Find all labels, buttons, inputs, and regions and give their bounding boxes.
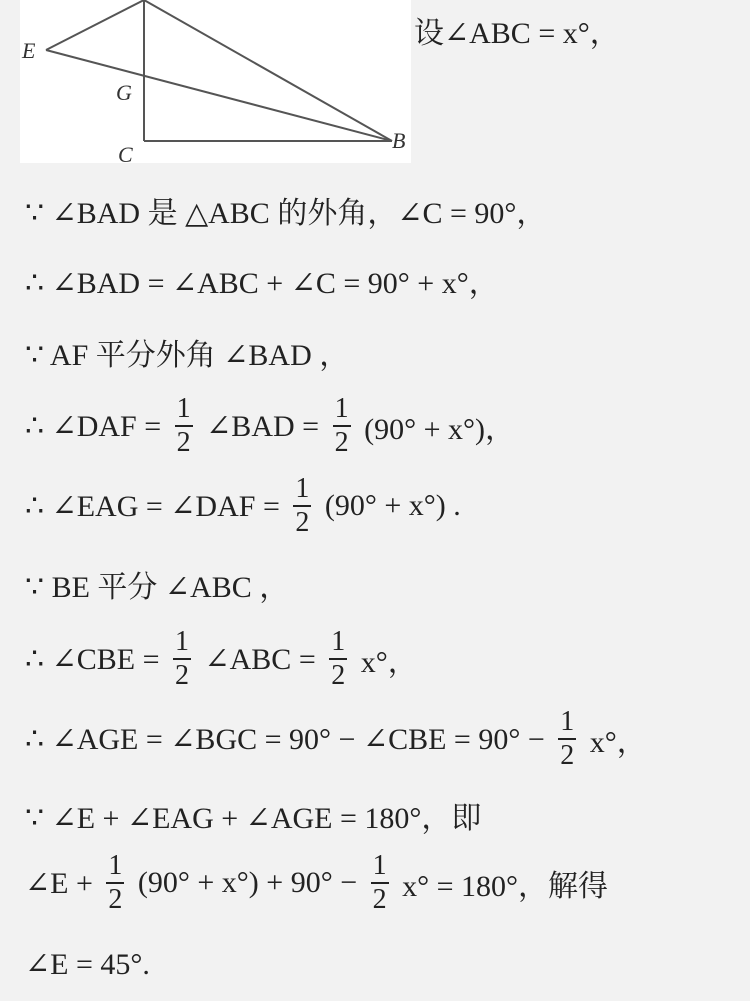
math-text: (90° + x°) . [317, 489, 461, 522]
solution-line [25, 852, 608, 914]
math-text: ∴ ∠CBE = [25, 642, 167, 676]
triangle-diagram [20, 0, 411, 163]
math-text: x°， [353, 646, 418, 679]
fraction-denominator: 2 [560, 740, 575, 771]
solution-line [25, 188, 546, 232]
label-C: C [118, 142, 133, 167]
label-G: G [116, 80, 132, 105]
fraction [175, 395, 193, 457]
fraction-numerator: 1 [372, 850, 387, 881]
fraction-denominator: 2 [176, 427, 191, 458]
fraction-numerator: 1 [176, 393, 191, 424]
math-text: (90° + x°)， [356, 413, 515, 446]
math-text: x°， [582, 726, 647, 759]
segment-AB [144, 0, 392, 141]
fraction-denominator: 2 [175, 660, 189, 691]
solution-line [25, 475, 461, 537]
math-text: ∴ ∠DAF = [25, 409, 169, 443]
fraction-denominator: 2 [108, 884, 123, 915]
solution-line [25, 330, 349, 374]
fraction [106, 852, 124, 914]
math-text: ∵ ∠E + ∠EAG + ∠AGE = 180°，即 [25, 802, 482, 835]
fraction-numerator: 1 [334, 393, 349, 424]
geometry-figure [20, 0, 411, 167]
math-text: ∴ ∠BAD = ∠ABC + ∠C = 90° + x°， [25, 267, 499, 300]
fraction-numerator: 1 [108, 850, 123, 881]
math-text: ∵ AF 平分外角 ∠BAD ， [25, 339, 350, 372]
fraction [173, 628, 191, 690]
fraction-denominator: 2 [372, 884, 387, 915]
fraction [371, 852, 389, 914]
math-text: ∠E + [25, 866, 101, 900]
math-text: (90° + x°) + 90° − [130, 866, 365, 899]
fraction-denominator: 2 [295, 507, 310, 538]
math-text: ∵ BE 平分 ∠ABC ， [25, 571, 290, 604]
segment-EB [46, 50, 392, 141]
math-text: ∴ ∠EAG = ∠DAF = [25, 489, 288, 523]
math-text: ∠E = 45°. [25, 948, 150, 981]
math-text: ∴ ∠AGE = ∠BGC = 90° − ∠CBE = 90° − [25, 722, 553, 756]
solution-line [25, 395, 515, 457]
segment-AE [46, 0, 144, 50]
intro-text: 设∠ABC = x°， [414, 17, 620, 50]
solution-line [25, 562, 289, 606]
fraction [293, 475, 311, 537]
fraction-numerator: 1 [331, 626, 346, 657]
label-E: E [22, 38, 36, 63]
solution-line [25, 628, 418, 690]
solution-line [25, 793, 481, 837]
solution-line [25, 258, 499, 302]
fraction-numerator: 1 [295, 473, 310, 504]
math-text: ∠BAD = [198, 409, 327, 443]
fraction-denominator: 2 [334, 427, 349, 458]
fraction [558, 708, 576, 770]
fraction [333, 395, 351, 457]
solution-line [25, 947, 150, 982]
fraction-denominator: 2 [331, 660, 346, 691]
math-text: ∵ ∠BAD 是 △ABC 的外角，∠C = 90°， [25, 197, 547, 230]
fraction-numerator: 1 [175, 626, 189, 657]
math-text: x° = 180°，解得 [394, 870, 609, 903]
math-text: ∠ABC = [197, 642, 324, 676]
fraction [329, 628, 347, 690]
solution-line [25, 708, 647, 770]
label-B: B [392, 128, 406, 153]
fraction-numerator: 1 [560, 706, 575, 737]
